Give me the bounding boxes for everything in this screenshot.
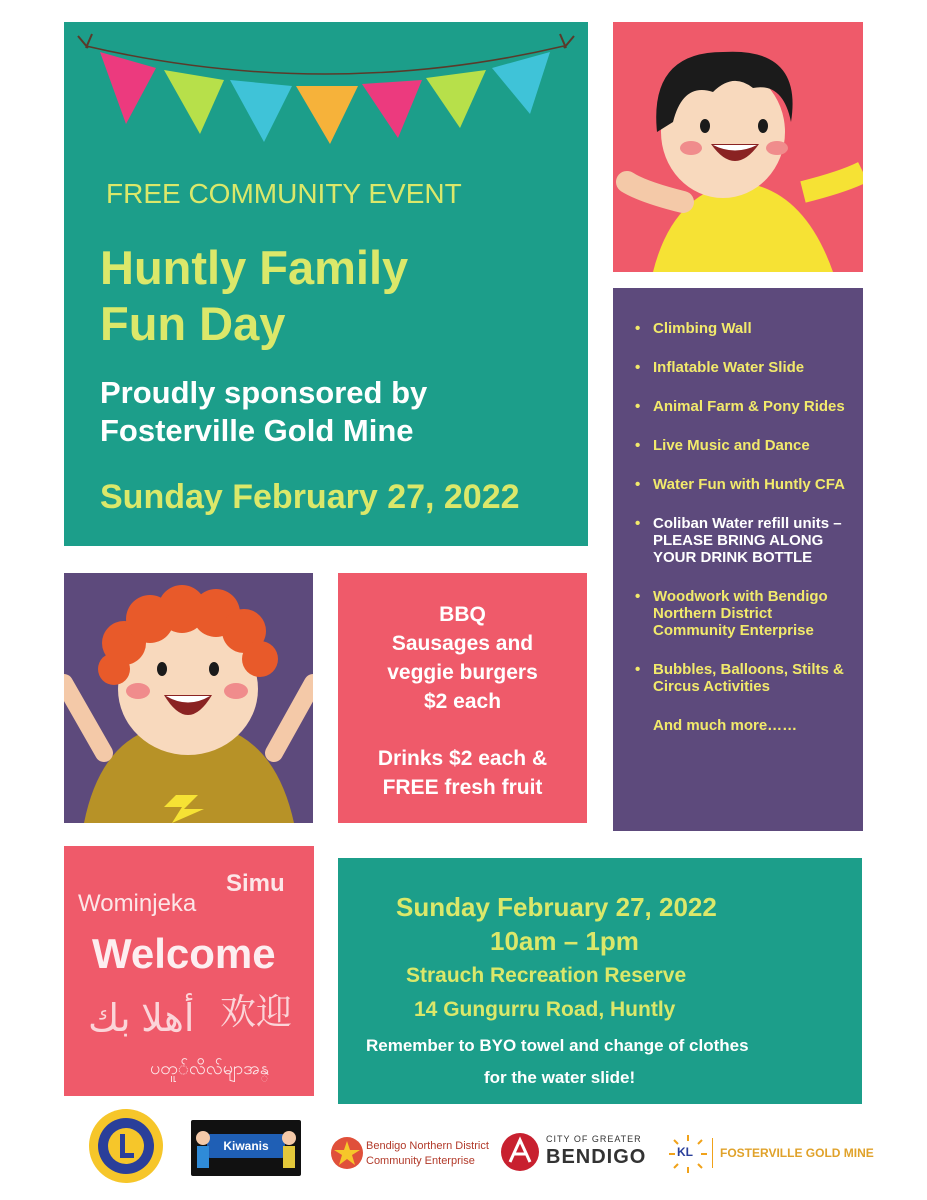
city-big-text: BENDIGO (546, 1146, 647, 1168)
list-item: • Climbing Wall (635, 320, 849, 337)
food-line: veggie burgers (387, 661, 538, 684)
bndce-line-1: Bendigo Northern District (366, 1140, 489, 1152)
welcome-english: Welcome (92, 930, 276, 977)
boy-illustration-top (613, 22, 863, 272)
event-kicker: FREE COMMUNITY EVENT (106, 178, 462, 209)
bendigo-emblem-icon (500, 1132, 540, 1172)
activities-panel (613, 288, 863, 831)
bunting-icon (64, 22, 588, 152)
event-title (100, 240, 408, 352)
sponsor-line-1: Proudly sponsored by (100, 375, 428, 410)
hero-panel (64, 22, 588, 546)
info-venue: Strauch Recreation Reserve (406, 964, 687, 987)
food-line: FREE fresh fruit (382, 776, 543, 799)
info-note-line-1: Remember to BYO towel and change of clothes (366, 1036, 749, 1055)
list-item: • Water Fun with Huntly CFA (635, 476, 849, 493)
welcome-wominjeka: Wominjeka (78, 890, 197, 917)
list-item: • Inflatable Water Slide (635, 359, 849, 376)
list-item: • Bubbles, Balloons, Stilts & Circus Activities (635, 661, 849, 695)
sponsor-line-2: Fosterville Gold Mine (100, 413, 414, 448)
activities-list (635, 320, 849, 695)
bndce-star-icon (330, 1136, 364, 1170)
fosterville-logo (668, 1132, 874, 1176)
kl-text: KL (677, 1145, 693, 1159)
sponsor-text (100, 374, 427, 450)
city-of-bendigo-logo (500, 1130, 650, 1174)
info-time: 10am – 1pm (490, 926, 639, 956)
cartoon-redhead-boy-icon (64, 573, 313, 823)
event-info-panel (338, 858, 862, 1104)
food-spacer (338, 716, 587, 744)
list-item: • Animal Farm & Pony Rides (635, 398, 849, 415)
kiwanis-label: Kiwanis (223, 1139, 269, 1153)
bndce-line-2: Community Enterprise (366, 1155, 475, 1167)
title-line-1: Huntly Family (100, 241, 409, 294)
info-address: 14 Gungurru Road, Huntly (414, 998, 676, 1021)
lions-logo (88, 1108, 164, 1184)
food-line: Sausages and (391, 632, 534, 655)
food-line: Drinks $2 each & (377, 747, 548, 770)
and-much-more: And much more…… (653, 717, 798, 734)
food-panel (338, 573, 587, 823)
welcome-chinese: 欢迎 (220, 991, 293, 1032)
fosterville-text: FOSTERVILLE GOLD MINE (720, 1146, 874, 1160)
welcome-simu: Simu (226, 870, 285, 897)
divider (712, 1138, 713, 1168)
food-line: BBQ (439, 603, 486, 626)
city-small-text: CITY OF GREATER (546, 1134, 642, 1144)
boy-illustration-middle (64, 573, 313, 823)
event-date: Sunday February 27, 2022 (100, 478, 520, 516)
cartoon-boy-icon (613, 22, 863, 272)
kiwanis-logo (191, 1120, 301, 1176)
welcome-panel (64, 846, 314, 1096)
list-item: • Live Music and Dance (635, 437, 849, 454)
kiwanis-figures-icon (191, 1120, 301, 1176)
lions-club-icon (88, 1108, 164, 1184)
title-line-2: Fun Day (100, 297, 286, 350)
welcome-karen: ပတူ်လိလ်မျာအန္ (150, 1058, 270, 1078)
list-item: • Coliban Water refill units – PLEASE BRING ALONG YOUR DRINK BOTTLE (635, 515, 849, 566)
info-date: Sunday February 27, 2022 (396, 892, 717, 922)
food-line: $2 each (423, 690, 502, 713)
list-item: • Woodwork with Bendigo Northern District Community Enterprise (635, 588, 849, 639)
bndce-logo (330, 1134, 490, 1174)
welcome-arabic: أهلا بك (88, 998, 195, 1040)
info-note-line-2: for the water slide! (484, 1068, 636, 1087)
